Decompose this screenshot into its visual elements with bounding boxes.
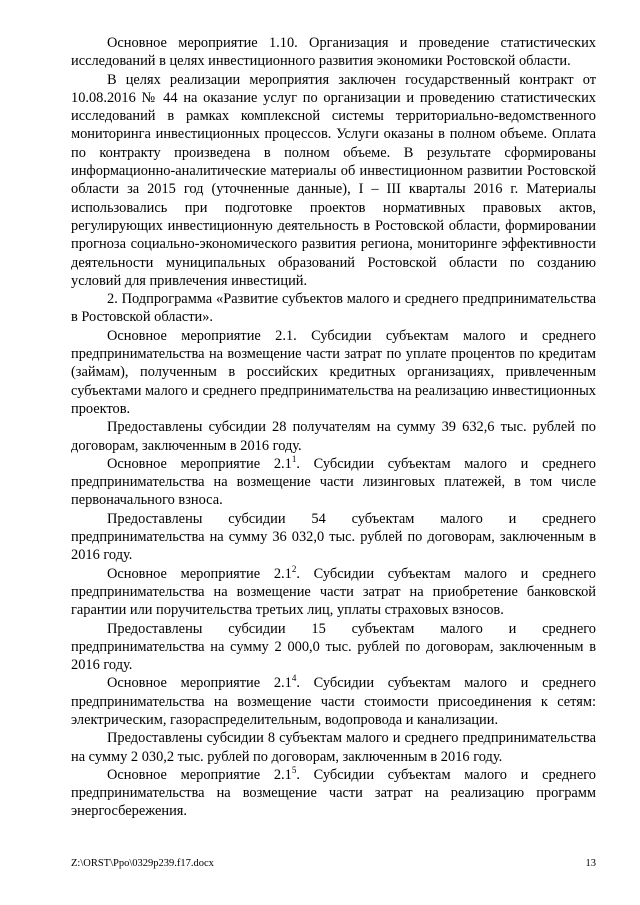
paragraph: Основное мероприятие $2.1^5$. Субсидии субъектам малого и среднего предпринимательства на возмещение части затрат на реализацию программ энергосбережения.	[71, 765, 596, 820]
superscript: 4	[291, 673, 297, 684]
paragraph: Предоставлены субсидии 8 субъектам малого и среднего предпринимательства на сумму 2 030,2 тыс. рублей по договорам, заключенным в 2016 году.	[71, 730, 596, 765]
footer-page-number: 13	[585, 858, 596, 869]
paragraph: Основное мероприятие $2.1^1$. Субсидии субъектам малого и среднего предпринимательства на возмещение части лизинговых платежей, в том числе первоначального взноса.	[71, 454, 596, 509]
subprogram-heading: 2. Подпрограмма «Развитие субъектов малого и среднего предпринимательства в Ростовской области».	[71, 291, 596, 326]
paragraph: Предоставлены субсидии 54 субъектам малого и среднего предпринимательства на сумму 36 032,0 тыс. рублей по договорам, заключенным в 2016 году.	[71, 510, 596, 564]
document-body	[71, 34, 596, 821]
paragraph: В целях реализации мероприятия заключен государственный контракт от 10.08.2016 № 44 на оказание услуг по организации и проведению статистических исследований в рамках комплексной системы территориально-ведомственного мониторинга инвестиционных процессов. Услуги оказаны в полном объеме. Оплата по контракту произведена в полном объеме. В результате сформированы информационно-аналитические материалы об инвестиционном развитии Ростовской области за 2015 год (уточненные данные), I – III кварталы 2016 г. Материалы использовались при подготовке проектов нормативных правовых актов, регулирующих инвестиционную деятельность в Ростовской области, формировании прогноза социально-экономического развития региона, мониторинге эффективности деятельности муниципальных образований Ростовской области по созданию условий для привлечения инвестиций.	[71, 71, 596, 289]
paragraph: Основное мероприятие $2.1^4$. Субсидии субъектам малого и среднего предпринимательства на возмещение части стоимости присоединения к сетям: электрическим, газораспределительным, водопровода и канализации.	[71, 673, 596, 728]
superscript: 2	[291, 563, 297, 574]
superscript: 5	[291, 765, 297, 776]
paragraph: Основное мероприятие $2.1^2$. Субсидии субъектам малого и среднего предпринимательства на возмещение части затрат на приобретение банковской гарантии или поручительства третьих лиц, уплаты страховых взносов.	[71, 563, 596, 619]
paragraph: Предоставлены субсидии 15 субъектам малого и среднего предпринимательства на сумму 2 000,0 тыс. рублей по договорам, заключенным в 2016 году.	[71, 620, 596, 674]
footer-file-path: Z:\ORST\Ppo\0329p239.f17.docx	[71, 858, 214, 869]
paragraph: Основное мероприятие 1.10. Организация и проведение статистических исследований в целях инвестиционного развития экономики Ростовской области.	[71, 35, 596, 70]
paragraph: Основное мероприятие 2.1. Субсидии субъектам малого и среднего предпринимательства на возмещение части затрат по уплате процентов по кредитам (займам), полученным в российских кредитных организациях, привлеченным субъектами малого и среднего предпринимательства на реализацию инвестиционных проектов.	[71, 327, 597, 417]
superscript: 1	[291, 454, 297, 465]
paragraph: Предоставлены субсидии 28 получателям на сумму 39 632,6 тыс. рублей по договорам, заключенным в 2016 году.	[71, 419, 596, 454]
